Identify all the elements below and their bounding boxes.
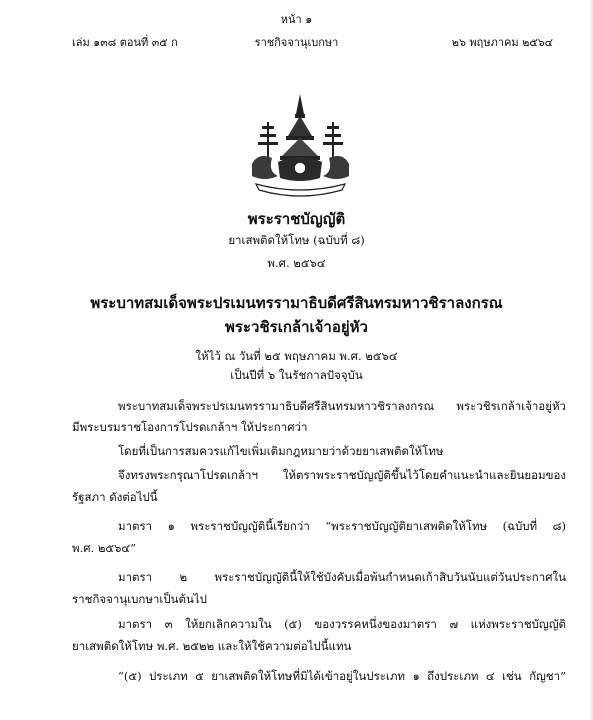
reason-paragraph: โดยที่เป็นการสมควรแก้ไขเพิ่มเติมกฎหมายว่าด้วยยาเสพติดให้โทษ (118, 444, 444, 458)
king-name-line1: พระบาทสมเด็จพระปรเมนทรรามาธิบดีศรีสินทรมหาวชิราลงกรณ (90, 294, 503, 312)
gazette-name: ราชกิจจานุเบกษา (254, 36, 339, 49)
king-name-line2: พระวชิรเกล้าเจ้าอยู่หัว (225, 318, 368, 336)
act-title: พระราชบัญญัติ (247, 210, 346, 228)
section-3-quote: “(๕) ประเภท ๕ ยาเสพติดให้โทษที่มิได้เข้าอยู่ในประเภท ๑ ถึงประเภท ๔ เช่น กัญชา” (118, 669, 566, 683)
page-edge-shadow (589, 0, 593, 720)
royal-garuda-emblem-icon (238, 92, 363, 202)
act-year: พ.ศ. ๒๕๖๔ (267, 256, 326, 270)
section-2-line1: มาตรา ๒ พระราชบัญญัตินี้ให้ใช้บังคับเมื่อพ้นกำหนดเก้าสิบวันนับแต่วันประกาศใน (118, 570, 566, 584)
given-date: ให้ไว้ ณ วันที่ ๒๕ พฤษภาคม พ.ศ. ๒๕๖๔ (195, 349, 398, 363)
section-1-line2: พ.ศ. ๒๕๖๔” (72, 541, 137, 555)
section-3-line2: ยาเสพติดให้โทษ พ.ศ. ๒๕๒๒ และให้ใช้ความต่อไปนี้แทน (72, 639, 352, 653)
section-1-line1: มาตรา ๑ พระราชบัญญัตินี้เรียกว่า “พระราชบัญญัติยาเสพติดให้โทษ (ฉบับที่ ๘) (118, 519, 566, 533)
enactment-line2: รัฐสภา ดังต่อไปนี้ (72, 490, 158, 504)
enactment-line1: จึงทรงพระกรุณาโปรดเกล้าฯ ให้ตราพระราชบัญญัติขึ้นไว้โดยคำแนะนำและยินยอมของ (118, 468, 566, 482)
section-2-line2: ราชกิจจานุเบกษาเป็นต้นไป (72, 592, 207, 606)
reign-year: เป็นปีที่ ๖ ในรัชกาลปัจจุบัน (230, 368, 363, 382)
preamble-line2: มีพระบรมราชโองการโปรดเกล้าฯ ให้ประกาศว่า (72, 420, 308, 434)
preamble-line1: พระบาทสมเด็จพระปรเมนทรรามาธิบดีศรีสินทรมหาวชิราลงกรณ พระวชิรเกล้าเจ้าอยู่หัว (118, 399, 566, 413)
publish-date: ๒๖ พฤษภาคม ๒๕๖๔ (451, 36, 553, 49)
act-subtitle: ยาเสพติดให้โทษ (ฉบับที่ ๘) (228, 233, 365, 247)
section-3-line1: มาตรา ๓ ให้ยกเลิกความใน (๕) ของวรรคหนึ่งของมาตรา ๗ แห่งพระราชบัญญัติ (118, 617, 566, 631)
page-number: หน้า ๑ (280, 13, 313, 26)
volume-issue: เล่ม ๑๓๘ ตอนที่ ๓๕ ก (72, 36, 178, 49)
